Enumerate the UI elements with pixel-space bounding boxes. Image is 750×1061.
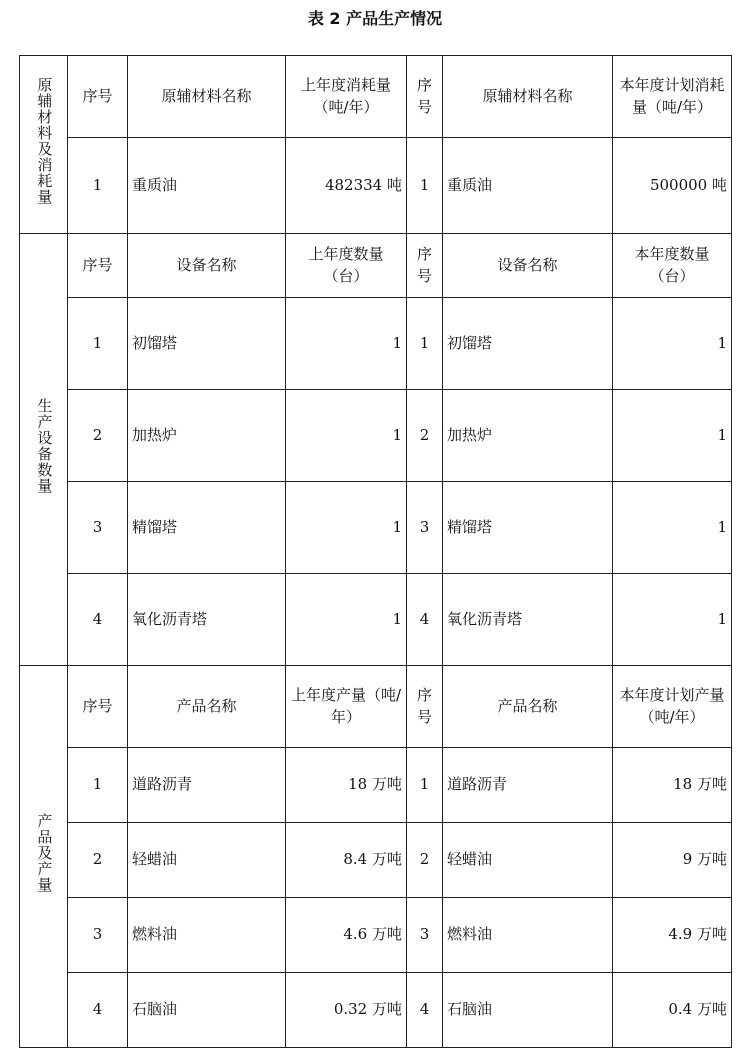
header-seq: 序号 [68,234,128,298]
row-name-2: 加热炉 [443,390,613,482]
row-seq: 2 [68,390,128,482]
row-seq: 3 [68,898,128,973]
row-value-2: 500000 吨 [613,138,732,234]
table-row [20,482,732,574]
row-value: 1 [286,298,407,390]
row-value-2: 0.4 万吨 [613,973,732,1048]
row-value-2: 18 万吨 [613,748,732,823]
materials-header-row [20,56,732,138]
header-value: 上年度产量（吨/年） [286,666,407,748]
table-row [20,138,732,234]
header-name: 原辅材料名称 [128,56,286,138]
row-seq-2: 3 [407,482,443,574]
row-seq: 2 [68,823,128,898]
row-value: 1 [286,482,407,574]
row-seq-2: 4 [407,973,443,1048]
row-seq-2: 3 [407,898,443,973]
row-name-2: 初馏塔 [443,298,613,390]
row-value-2: 4.9 万吨 [613,898,732,973]
header-seq: 序号 [68,666,128,748]
header-value-2: 本年度计划产量（吨/年） [613,666,732,748]
row-seq: 4 [68,973,128,1048]
row-value-2: 1 [613,390,732,482]
header-value: 上年度消耗量（吨/年） [286,56,407,138]
equipment-header-row [20,234,732,298]
row-value-2: 1 [613,574,732,666]
header-seq-2: 序号 [407,234,443,298]
section-label-text: 生产设备数量 [35,398,54,495]
row-seq-2: 1 [407,748,443,823]
row-seq-2: 2 [407,390,443,482]
row-name: 精馏塔 [128,482,286,574]
header-value-2: 本年度数量（台） [613,234,732,298]
row-seq-2: 1 [407,298,443,390]
section-label-text: 原辅材料及消耗量 [35,77,54,206]
section-label-text: 产品及产量 [35,813,54,894]
header-name: 设备名称 [128,234,286,298]
row-seq-2: 4 [407,574,443,666]
row-seq: 1 [68,138,128,234]
header-value: 上年度数量（台） [286,234,407,298]
row-value-2: 9 万吨 [613,823,732,898]
header-name: 产品名称 [128,666,286,748]
section-label-materials [20,56,68,234]
row-seq: 1 [68,298,128,390]
section-label-equipment [20,234,68,666]
table-row [20,390,732,482]
row-value: 4.6 万吨 [286,898,407,973]
row-value-2: 1 [613,298,732,390]
row-name: 氧化沥青塔 [128,574,286,666]
header-name-2: 设备名称 [443,234,613,298]
row-seq: 4 [68,574,128,666]
row-name: 轻蜡油 [128,823,286,898]
row-seq: 1 [68,748,128,823]
row-name: 道路沥青 [128,748,286,823]
row-value: 8.4 万吨 [286,823,407,898]
production-table [19,55,732,1048]
row-name-2: 道路沥青 [443,748,613,823]
row-name-2: 重质油 [443,138,613,234]
row-name-2: 燃料油 [443,898,613,973]
header-seq-2: 序号 [407,56,443,138]
row-seq-2: 2 [407,823,443,898]
row-name: 初馏塔 [128,298,286,390]
row-seq: 3 [68,482,128,574]
row-value-2: 1 [613,482,732,574]
row-value: 1 [286,574,407,666]
row-seq-2: 1 [407,138,443,234]
header-name-2: 产品名称 [443,666,613,748]
table-row [20,898,732,973]
header-seq: 序号 [68,56,128,138]
row-name-2: 氧化沥青塔 [443,574,613,666]
row-name: 燃料油 [128,898,286,973]
header-value-2: 本年度计划消耗量（吨/年） [613,56,732,138]
row-name-2: 石脑油 [443,973,613,1048]
section-label-products [20,666,68,1048]
row-name: 重质油 [128,138,286,234]
header-seq-2: 序号 [407,666,443,748]
products-header-row [20,666,732,748]
table-title: 表 2 产品生产情况 [307,9,443,28]
table-row [20,574,732,666]
row-value: 1 [286,390,407,482]
row-value: 0.32 万吨 [286,973,407,1048]
row-value: 482334 吨 [286,138,407,234]
table-row [20,298,732,390]
row-name: 加热炉 [128,390,286,482]
header-name-2: 原辅材料名称 [443,56,613,138]
row-name: 石脑油 [128,973,286,1048]
table-row [20,823,732,898]
row-name-2: 轻蜡油 [443,823,613,898]
row-name-2: 精馏塔 [443,482,613,574]
table-row [20,748,732,823]
table-row [20,973,732,1048]
row-value: 18 万吨 [286,748,407,823]
